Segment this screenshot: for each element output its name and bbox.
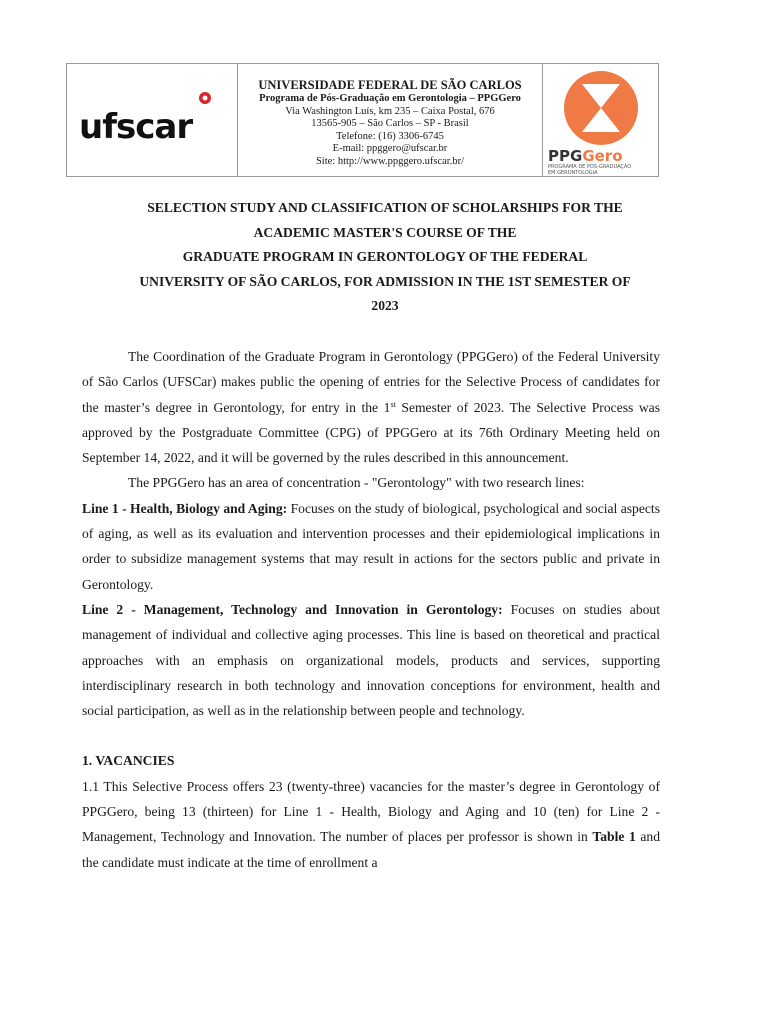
section-heading-vacancies: 1. VACANCIES — [82, 753, 175, 769]
letterhead-divider — [542, 64, 543, 176]
title-line: 2023 — [371, 298, 399, 313]
document-body — [82, 344, 660, 875]
letterhead-text — [239, 78, 541, 169]
research-line-1: Line 1 - Health, Biology and Aging: Focuses on the study of biological, psychological and social aspects of aging, as well as its evaluation and intervention processes and their epidemiological implications in order to subsidize management systems that may result in actions for the sectors public and private in Gerontology. — [82, 500, 660, 592]
ppggero-subtitle: PROGRAMA DE PÓS-GRADUAÇÃO — [548, 164, 632, 170]
title-line: ACADEMIC MASTER'S COURSE OF THE — [253, 224, 517, 240]
phone: Telefone: (16) 3306-6745 — [336, 130, 444, 142]
address-line: Via Washington Luís, km 235 – Caixa Postal, 676 — [285, 105, 495, 117]
university-name: UNIVERSIDADE FEDERAL DE SÃO CARLOS — [258, 78, 522, 92]
intro-paragraph: The Coordination of the Graduate Program in Gerontology (PPGGero) of the Federal University of São Carlos (UFSCar) makes public the opening of entries for the Selective Process of candidates for the master’s degree in Gerontology, for entry in the 1st Semester of 2023. The Selective Process was approved by the Postgraduate Committee (CPG) of PPGGero at its 76th Ordinary Meeting held on September 14, 2022, and it will be governed by the rules described in this announcement. — [82, 349, 660, 466]
ufscar-logo-text: ufscar — [79, 107, 193, 147]
title-line: UNIVERSITY OF SÃO CARLOS, FOR ADMISSION IN THE 1ST SEMESTER OF — [139, 273, 631, 289]
ppg-text: PPG — [548, 147, 583, 165]
ppggero-logo — [544, 66, 658, 176]
table-reference: Table 1 — [592, 829, 636, 845]
letterhead — [66, 63, 659, 177]
research-line-2-label: Line 2 - Management, Technology and Innovation in Gerontology: — [82, 601, 503, 617]
address-line: 13565-905 – São Carlos – SP - Brasil — [311, 118, 469, 130]
research-line-1-label: Line 1 - Health, Biology and Aging: — [82, 500, 288, 516]
ufscar-logo — [77, 84, 227, 154]
vacancies-paragraph: 1.1 This Selective Process offers 23 (twenty-three) vacancies for the master’s degree in Gerontology of PPGGero, being 13 (thirteen) for Line 1 - Health, Biology and Aging and 10 (ten) for Line 2 - Management, Technology and Innovation. The number of places per professor is shown in Table 1 and the candidate must indicate at the time of enrollment a — [82, 778, 660, 870]
document-title — [80, 196, 690, 319]
website: Site: http://www.ppggero.ufscar.br/ — [315, 155, 465, 167]
research-line-2: Line 2 - Management, Technology and Innovation in Gerontology: Focuses on studies about management of individual and collective aging processes. This line is based on theoretical and practical approaches with an emphasis on organizational models, products and services, supporting interdisciplinary research in both technology and innovation conceptions for environment, health and social participation, as well as in the relationship between people and technology. — [82, 601, 660, 719]
gero-text: Gero — [582, 147, 623, 165]
ppggero-subtitle: EM GERONTOLOGIA — [548, 170, 598, 176]
title-line: GRADUATE PROGRAM IN GERONTOLOGY OF THE FEDERAL — [182, 249, 588, 264]
program-name: Programa de Pós-Graduação em Gerontologia – PPGGero — [259, 93, 521, 104]
svg-text:PPGGero — [548, 147, 623, 165]
email: E-mail: ppggero@ufscar.br — [332, 143, 448, 155]
letterhead-divider — [237, 64, 238, 176]
title-line: SELECTION STUDY AND CLASSIFICATION OF SCHOLARSHIPS FOR THE — [147, 200, 623, 215]
concentration-paragraph: The PPGGero has an area of concentration - "Gerontology" with two research lines: — [128, 475, 585, 491]
